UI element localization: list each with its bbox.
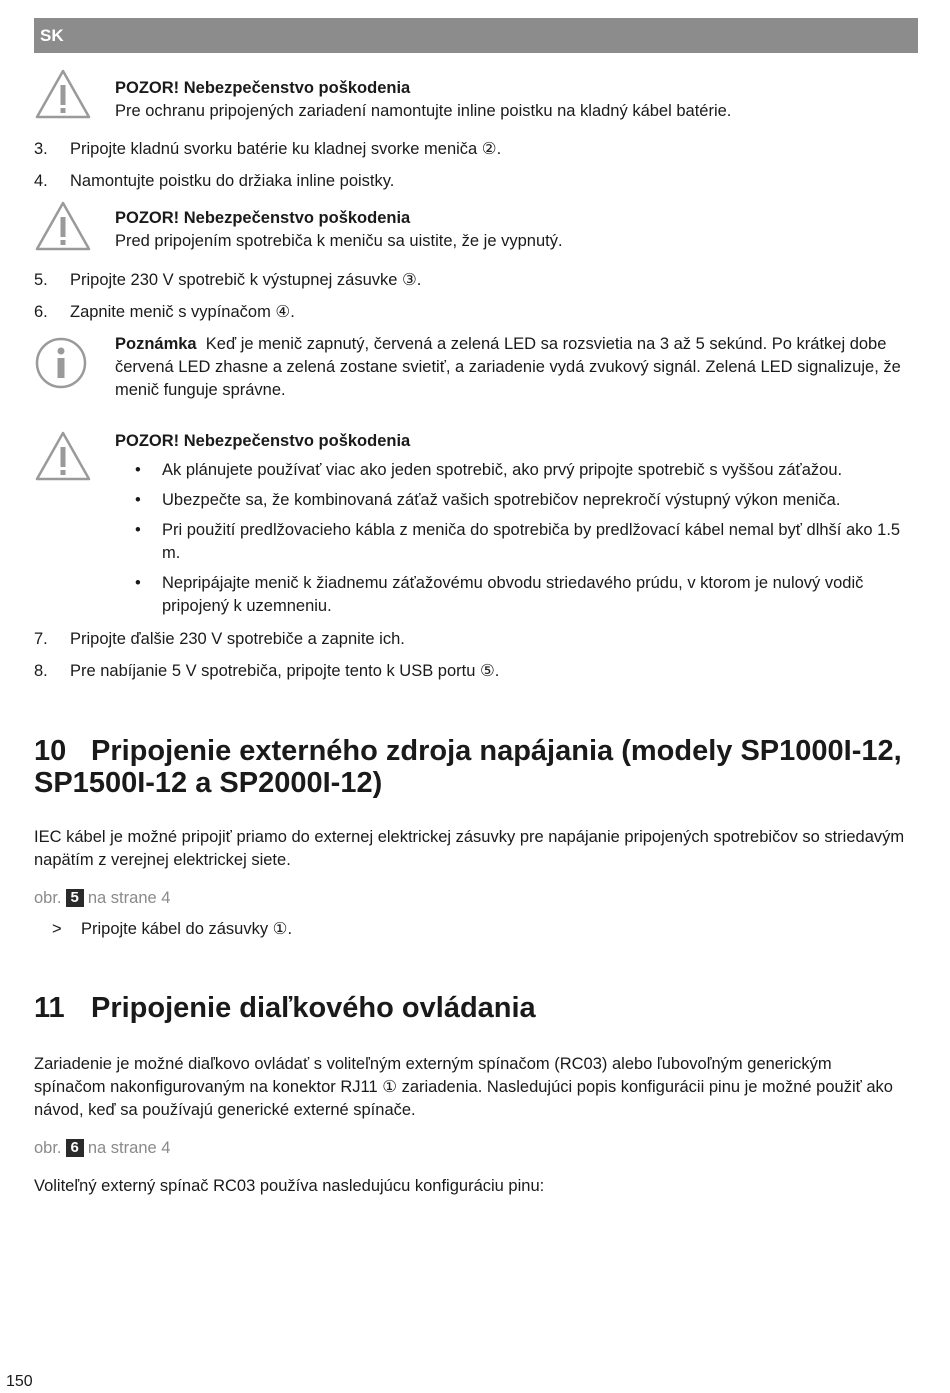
warning-triangle-icon <box>34 430 92 482</box>
step-number: 7. <box>34 630 48 648</box>
figure-number-badge: 5 <box>66 889 84 907</box>
figure-page: na strane 4 <box>87 1139 171 1157</box>
step-text: Pripojte kladnú svorku batérie ku kladnej svorke meniča ②. <box>70 140 502 158</box>
section-heading <box>34 992 924 1024</box>
section-title: Pripojenie externého zdroja napájania (modely SP1000I-12, SP1500I-12 a SP2000I-12) <box>34 735 902 799</box>
section-title: Pripojenie diaľkového ovládania <box>91 992 536 1024</box>
list-item: • Ubezpečte sa, že kombinovaná záťaž vašich spotrebičov neprekročí výstupný výkon meniča. <box>115 489 920 512</box>
list-item: • Nepripájajte menič k žiadnemu záťažovému obvodu striedavého prúdu, v ktorom je nulový vodič pripojený k uzemneniu. <box>115 572 920 618</box>
step-text: Namontujte poistku do držiaka inline poistky. <box>70 172 395 190</box>
section-heading <box>34 735 924 799</box>
language-code: SK <box>40 26 64 45</box>
warning-bullet-list <box>115 459 920 625</box>
note-notice <box>115 333 920 402</box>
step-3 <box>34 138 920 161</box>
warning-title: POZOR! Nebezpečenstvo poškodenia <box>115 209 411 227</box>
note-text: Keď je menič zapnutý, červená a zelená LED sa rozsvietia na 3 až 5 sekúnd. Po krátkej dobe červená LED zhasne a zelená zostane svietiť, a zariadenie vydá zvukový signál. Zelená LED signalizuje, že menič funguje správne. <box>115 335 901 399</box>
figure-prefix: obr. <box>34 1139 62 1157</box>
step-number: 5. <box>34 271 48 289</box>
step-text: Pre nabíjanie 5 V spotrebiča, pripojte tento k USB portu ⑤. <box>70 662 500 680</box>
step-text: Pripojte 230 V spotrebič k výstupnej zásuvke ③. <box>70 271 422 289</box>
step-5 <box>34 269 920 292</box>
paragraph-text: Zariadenie je možné diaľkovo ovládať s voliteľným externým spínačom (RC03) alebo ľubovoľným generickým spínačom nakonfigurovaným na konektor RJ11 ① zariadenia. Nasledujúci popis konfigurácii pinu je možné použiť ako návod, keď sa používajú generické externé spínače. <box>34 1055 893 1119</box>
warning-title: POZOR! Nebezpečenstvo poškodenia <box>115 432 411 450</box>
step-text: Zapnite menič s vypínačom ④. <box>70 303 295 321</box>
warning-triangle-icon <box>34 68 92 120</box>
step-number: 6. <box>34 303 48 321</box>
figure-page: na strane 4 <box>87 889 171 907</box>
action-arrow-icon: > <box>52 920 62 938</box>
paragraph-text: Voliteľný externý spínač RC03 používa nasledujúcu konfiguráciu pinu: <box>34 1177 545 1195</box>
page-number: 150 <box>6 1373 33 1390</box>
figure-prefix: obr. <box>34 889 62 907</box>
step-6 <box>34 301 920 324</box>
list-item: • Pri použití predlžovacieho kábla z meniča do spotrebiča by predlžovací kábel nemal byť dlhší ako 1.5 m. <box>115 519 920 565</box>
warning-text: Pre ochranu pripojených zariadení namontujte inline poistku na kladný kábel batérie. <box>115 102 732 120</box>
warning-title: POZOR! Nebezpečenstvo poškodenia <box>115 79 411 97</box>
step-number: 4. <box>34 172 48 190</box>
list-item: • Ak plánujete používať viac ako jeden spotrebič, ako prvý pripojte spotrebič s vyššou záťažou. <box>115 459 920 482</box>
step-8 <box>34 660 920 683</box>
warning-notice <box>115 430 920 453</box>
action-step <box>52 918 292 941</box>
note-title: Poznámka <box>115 335 197 353</box>
info-circle-icon <box>34 336 88 390</box>
warning-notice <box>115 77 920 123</box>
language-header-bar <box>34 18 918 53</box>
step-4 <box>34 170 920 193</box>
section-number: 10 <box>34 735 67 767</box>
step-number: 3. <box>34 140 48 158</box>
step-number: 8. <box>34 662 48 680</box>
warning-text: Pred pripojením spotrebiča k meniču sa uistite, že je vypnutý. <box>115 232 563 250</box>
action-text: Pripojte kábel do zásuvky ①. <box>81 920 293 938</box>
figure-reference <box>34 1137 170 1160</box>
paragraph-text: IEC kábel je možné pripojiť priamo do externej elektrickej zásuvky pre napájanie pripojených spotrebičov so striedavým napätím z verejnej elektrickej siete. <box>34 828 905 869</box>
warning-notice <box>115 207 920 253</box>
body-paragraph <box>34 1053 905 1122</box>
step-text: Pripojte ďalšie 230 V spotrebiče a zapnite ich. <box>70 630 405 648</box>
figure-number-badge: 6 <box>66 1139 84 1157</box>
body-paragraph <box>34 826 905 872</box>
section-number: 11 <box>34 992 65 1024</box>
warning-triangle-icon <box>34 200 92 252</box>
figure-reference <box>34 887 170 910</box>
body-paragraph <box>34 1175 905 1198</box>
step-7 <box>34 628 920 651</box>
